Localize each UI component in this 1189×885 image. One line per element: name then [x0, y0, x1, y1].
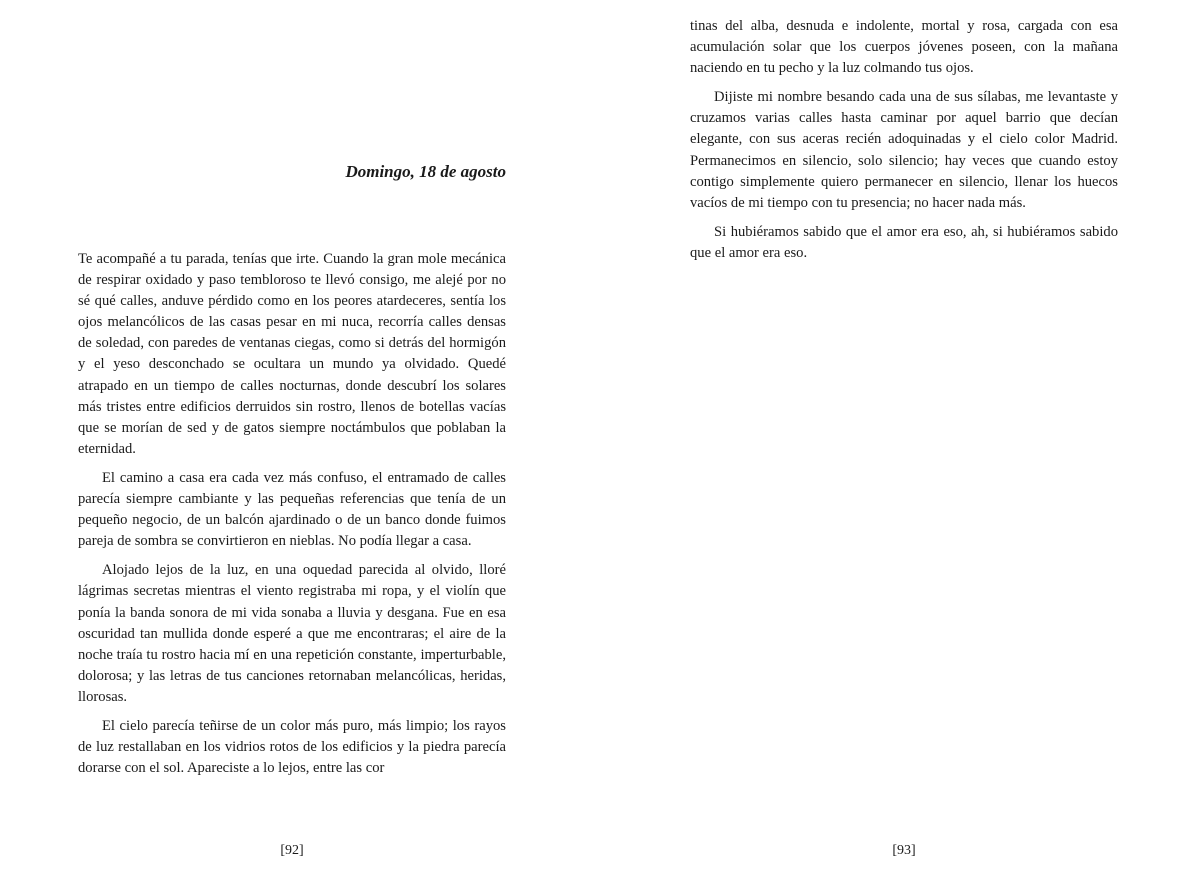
chapter-heading: Domingo, 18 de agosto: [345, 162, 506, 181]
paragraph: Te acompañé a tu parada, tenías que irte. Cuando la gran mole mecánica de respirar oxidado y paso tembloroso te llevó consigo, me alejé por no sé qué calles, anduve pérdido como en los peores atardeceres, sentía los ojos melancólicos de las casas pesar en mi nuca, recorría calles densas de soledad, con paredes de ventanas ciegas, como si detrás del hormigón y el yeso desconchado se ocultara un mundo ya olvidado. Quedé atrapado en un tiempo de calles nocturnas, donde descubrí los solares más tristes entre edificios derruidos sin rostro, llenos de botellas vacías que se morían de sed y de gatos siempre noctámbulos que poblaban la eternidad.: [78, 251, 506, 457]
paragraph: El camino a casa era cada vez más confuso, el entramado de calles parecía siempre cambiante y las pequeñas referencias que tenía de un pequeño negocio, de un balcón ajardinado o de un banco donde fuimos pareja de sombra se convirtieron en nieblas. No podía llegar a casa.: [78, 469, 506, 550]
right-page-body: [690, 16, 1118, 264]
left-page-body: [78, 249, 506, 779]
paragraph: Dijiste mi nombre besando cada una de sus sílabas, me levantaste y cruzamos varias calles hasta caminar por aquel barrio que decían elegante, con sus aceras recién adoquinadas y el cielo color Madrid. Permanecimos en silencio, solo silencio; hay veces que cuando estoy contigo simplemente quiero permanecer en silencio, llenar los huecos vacíos de mi tiempo con tu presencia; no hacer nada más.: [690, 89, 1118, 211]
paragraph: Si hubiéramos sabido que el amor era eso, ah, si hubiéramos sabido que el amor era eso.: [690, 223, 1118, 261]
paragraph: tinas del alba, desnuda e indolente, mortal y rosa, cargada con esa acumulación solar que los cuerpos jóvenes poseen, con la mañana naciendo en tu pecho y la luz colmando tus ojos.: [690, 18, 1118, 77]
paragraph: El cielo parecía teñirse de un color más puro, más limpio; los rayos de luz restallaban en los vidrios rotos de los edificios y la piedra parecía dorarse con el sol. Apareciste a lo lejos, entre las cor: [78, 717, 506, 777]
right-page: [594, 0, 1189, 885]
page-number: [93]: [892, 843, 916, 858]
paragraph: Alojado lejos de la luz, en una oquedad parecida al olvido, lloré lágrimas secretas mientras el viento registraba mi ropa, y el violín que ponía la banda sonora de mi vida sonaba a lluvia y desgana. Fue en esa oscuridad tan mullida donde esperé a que me encontraras; el aire de la noche traía tu rostro hacia mí en una repetición constante, imperturbable, dolorosa; y las letras de tus canciones retornaban melancólicas, heridas, llorosas.: [78, 562, 506, 705]
page-number: [92]: [280, 843, 304, 858]
left-page: [0, 0, 594, 885]
